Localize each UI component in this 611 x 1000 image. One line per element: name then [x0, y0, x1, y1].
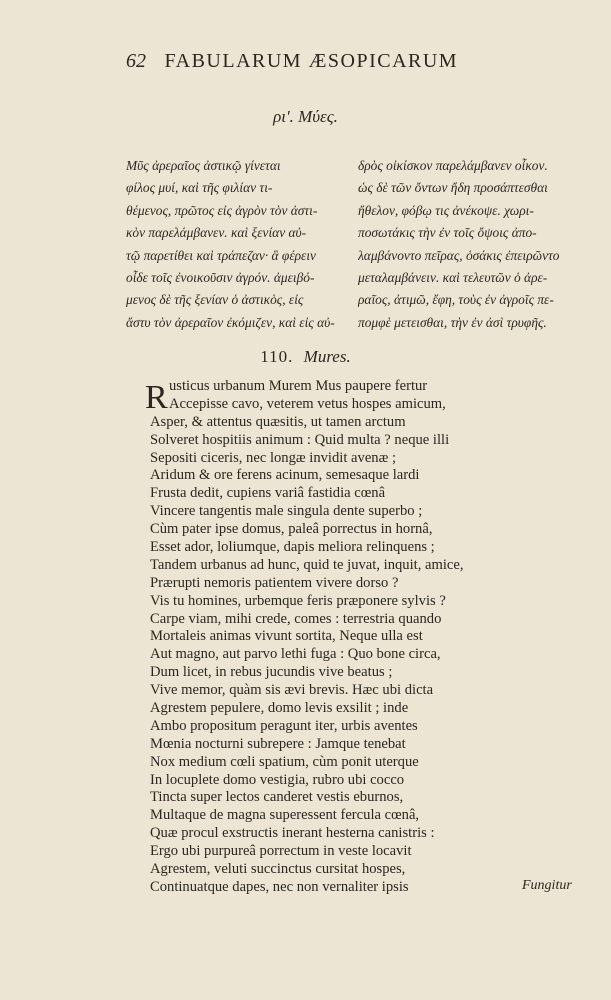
poem-line: Multaque de magna superessent fercula cœnâ, [150, 807, 420, 824]
greek-fable-title: ρι'. Μύες. [273, 107, 338, 126]
poem-line: Dum licet, in rebus jucundis vive beatus ; [150, 664, 393, 681]
poem-line: Tincta super lectos canderet vestis eburnos, [150, 789, 404, 806]
greek-line: πομφὲ μετεισθαι, τὴν ἐν ἀσὶ τρυφῆς. [358, 314, 547, 330]
poem-line: Solveret hospitiis animum : Quid multa ? neque illi [150, 431, 450, 448]
fable-number: 110. [260, 347, 294, 366]
catchword: Fungitur [522, 878, 572, 893]
poem-line: Vincere tangentis male singula dente superbo ; [150, 503, 423, 520]
poem-line: Sepositi ciceris, nec longæ invidit avenæ ; [150, 449, 397, 466]
poem-line: Mœnia nocturni subrepere : Jamque tenebat [150, 735, 406, 752]
greek-line: ὡς δὲ τῶν ὄντων ἤδη προσάπτεσθαι [358, 180, 548, 196]
poem-line: Ergo ubi purpureâ porrectum in veste locavit [150, 843, 412, 860]
greek-column-left [126, 155, 336, 334]
greek-line: δρὸς οἰκίσκον παρελάμβανεν οἶκον. [358, 158, 548, 173]
greek-line: ἄστυ τὸν ἀρεραῖον ἐκόμιζεν, καὶ εἰς αὐ- [126, 314, 335, 330]
running-title: FABULARUM ÆSOPICARUM [164, 50, 459, 72]
greek-line: μενος δὲ τῆς ξενίαν ὁ ἀστικὸς, εἰς [126, 292, 304, 308]
poem-line: Prærupti nemoris patientem vivere dorso ? [150, 574, 399, 591]
poem-line: Continuatque dapes, nec non vernaliter ipsis [150, 878, 409, 895]
running-header [126, 50, 546, 73]
poem-line: Agrestem, veluti succinctus cursitat hospes, [150, 861, 406, 878]
poem-line: Asper, & attentus quæsitis, ut tamen arctum [150, 413, 406, 430]
poem-line: Aut magno, aut parvo lethi fuga : Quo bone circa, [150, 646, 441, 663]
poem-line: Vive memor, quàm sis ævi brevis. Hæc ubi dicta [150, 682, 434, 699]
drop-cap: R [145, 379, 168, 416]
greek-line: μεταλαμβάνειν. καὶ τελευτῶν ὁ ἀρε- [358, 269, 548, 285]
poem-line: Nox medium cœli spatium, cùm ponit uterque [150, 753, 419, 770]
greek-line: λαμβάνοντο πεῖρας, ὁσάκις ἐπειρῶντο [358, 247, 560, 263]
poem-line: Cùm pater ipse domus, paleâ porrectus in hornâ, [150, 521, 433, 538]
poem-line: Esset ador, loliumque, dapis meliora relinquens ; [150, 539, 435, 556]
greek-line: οἶδε τοῖς ἐνοικοῦσιν ἀγρόν. ἀμειβό- [126, 269, 315, 285]
fable-name: Mures. [303, 347, 351, 366]
greek-line: ραῖος, ἀτιμῶ, ἔφη, τοὺς ἐν ἀγροῖς πε- [358, 292, 554, 308]
poem-line: Vis tu homines, urbemque feris præponere sylvis ? [150, 592, 446, 609]
poem-line: Ambo propositum peragunt iter, urbis aventes [150, 717, 418, 734]
greek-line: ποσωτάκις τὴν ἐν τοῖς ὄψοις ἀπο- [358, 225, 537, 241]
poem-line: Tandem urbanus ad hunc, quid te juvat, inquit, amice, [150, 556, 464, 573]
poem-line: usticus urbanum Murem Mus paupere fertur [169, 378, 428, 394]
greek-line: φίλος μυί, καὶ τῆς φιλίαν τι- [126, 180, 273, 196]
latin-fable-title [0, 347, 611, 367]
poem-line: Quæ procul exstructis inerant hesterna canistris : [150, 825, 435, 842]
poem-line: Mortaleis animas vivunt sortita, Neque ulla est [150, 628, 423, 645]
greek-line: θέμενος, πρῶτος εἰς ἀγρὸν τὸν ἀστι- [126, 202, 318, 218]
greek-line: κὸν παρελάμβανεν. καὶ ξενίαν αὐ- [126, 225, 307, 241]
page-number: 62 [126, 50, 146, 72]
poem-line: Aridum & ore ferens acinum, semesaque lardi [150, 467, 420, 484]
greek-line: ἤθελον, φόβῳ τις ἀνέκοψε. χωρι- [358, 202, 534, 218]
latin-poem [145, 378, 510, 897]
poem-line: Accepisse cavo, veterem vetus hospes amicum, [169, 395, 446, 412]
poem-line: Frusta dedit, cupiens variâ fastidia cœnâ [150, 485, 386, 502]
greek-column-right [358, 155, 568, 334]
poem-line: Carpe viam, mihi crede, comes : terrestria quando [150, 610, 442, 627]
poem-line: Agrestem pepulere, domo levis exsilit ; inde [150, 700, 409, 717]
greek-line: τῷ παρετίθει καὶ τράπεζαν· ἃ φέρειν [126, 247, 316, 263]
poem-line: In locuplete domo vestigia, rubro ubi cocco [150, 771, 405, 788]
greek-line: Μῦς ἀρεραῖος ἀστικῷ γίνεται [126, 158, 281, 173]
